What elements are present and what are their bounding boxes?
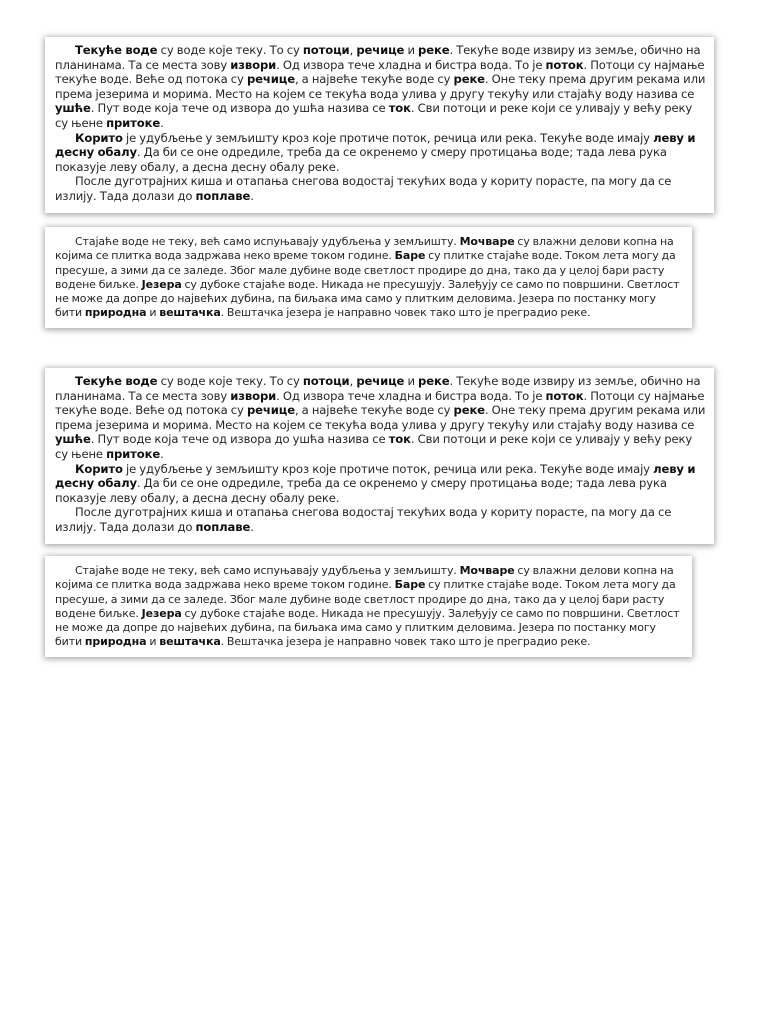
text-run: . Текуће воде извиру из земље, обично на планинама. Та се места зову [55,374,701,403]
paragraph-flowing-waters [55,374,706,462]
paragraph-floods [55,505,706,534]
paragraph-riverbed [55,131,706,175]
text-run: је удубљење у земљишту кроз које протиче поток, речица или река. Текуће воде имају [122,130,654,145]
text-run: су плитке стајаће воде. Током лета могу да пресуше, а зими да се заледе. Због мале дубине воде светлост продире до дна, тако да у целој бари расту водене биљке. [55,249,676,291]
text-run: . Пут воде која тече од извора до ушћа назива се [90,432,389,447]
key-term: Баре [394,249,426,263]
text-run: , а највеће текуће воде су [294,72,454,87]
key-term: природна [84,306,147,320]
paragraph-flowing-waters [55,43,706,131]
key-term: природна [84,635,147,649]
text-run: . Да би се оне одредиле, треба да се окренемо у смеру протицања воде; тада лева рука показује леву обалу, а десна десну обалу реке. [55,476,667,505]
key-term: Текуће воде [75,374,158,388]
text-card-flowing-waters-2 [45,368,714,544]
text-card-flowing-waters-1 [45,37,714,213]
key-term: Текуће воде [75,43,158,57]
key-term: ушће [55,432,91,447]
text-run: , [349,43,357,57]
text-run: . Од извора тече хладна и бистра вода. То је [276,57,546,72]
text-run: . Оне теку према другим рекама или према језерима и морима. Место на којем се текућа вода улива у другу текућу или стајаћу воду назива се [55,403,706,432]
text-run: . [250,188,254,203]
text-run: , а највеће текуће воде су [294,403,454,418]
key-term: Корито [75,130,123,145]
text-run: и [146,635,160,649]
key-term: поплаве [195,188,251,203]
key-term: речице [246,72,295,87]
text-run: су воде које теку. То су [157,374,303,388]
key-term: ток [388,432,411,447]
text-run: . [250,519,254,534]
key-term: реке [453,403,485,418]
key-term: ушће [55,101,91,116]
text-run: . [160,115,164,130]
key-term: поток [545,57,584,72]
key-term: Мочваре [459,564,515,577]
key-term: извори [230,388,277,403]
text-run: су дубоке стајаће воде. Никада не пресушују. Залеђују се само по површини. Светлост не може да допре до највећих дубина, па биљака има само у плитким деловима. Језера по постанку могу бити [55,606,680,649]
paragraph-riverbed [55,462,706,506]
key-term: потоци [302,43,350,57]
text-run: . Пут воде која тече од извора до ушћа назива се [90,101,389,116]
key-term: Језера [141,277,182,291]
text-run: . Да би се оне одредиле, треба да се окренемо у смеру протицања воде; тада лева рука показује леву обалу, а десна десну обалу реке. [55,145,667,174]
text-run: . Сви потоци и реке који се уливају у већу реку су њене [55,432,693,461]
text-run: . Потоци су најмање текуће воде. Веће од потока су [55,388,705,418]
text-run: су влажни делови копна на којима се плитка вода задржава неко време током године. [55,235,674,263]
key-term: реке [418,43,450,57]
text-run: и [404,374,419,388]
key-term: притоке [106,446,161,461]
key-term: леву и десну обалу [55,130,696,160]
paragraph-standing-waters [55,235,684,321]
text-run: Стајаће воде не теку, већ само испуњавају удубљења у земљишту. [75,564,460,577]
key-term: поток [545,388,584,403]
text-run: . Вештачка језера је направно човек тако што је преградио реке. [220,306,591,320]
key-term: ток [388,101,411,116]
text-run: . Потоци су најмање текуће воде. Веће од потока су [55,57,705,87]
key-term: вештачка [159,306,221,320]
text-run: . Вештачка језера је направно човек тако што је преградио реке. [220,635,591,649]
key-term: Баре [394,578,426,592]
text-run: После дуготрајних киша и отапања снегова водостај текућих вода у кориту порасте, па могу да се излију. Тада долази до [55,174,672,203]
paragraph-standing-waters [55,564,684,650]
key-term: Мочваре [459,235,515,248]
key-term: притоке [106,115,161,130]
key-term: речице [246,403,295,418]
text-card-standing-waters-1 [45,227,692,328]
key-term: потоци [302,374,350,388]
text-run: су дубоке стајаће воде. Никада не пресушују. Залеђују се само по површини. Светлост не може да допре до највећих дубина, па биљака има само у плитким деловима. Језера по постанку могу бити [55,277,680,320]
text-run: су плитке стајаће воде. Током лета могу да пресуше, а зими да се заледе. Због мале дубине воде светлост продире до дна, тако да у целој бари расту водене биљке. [55,578,676,620]
key-term: извори [230,57,277,72]
key-term: вештачка [159,635,221,649]
text-run: су влажни делови копна на којима се плитка вода задржава неко време током године. [55,564,674,592]
paragraph-floods [55,174,706,203]
text-run: су воде које теку. То су [157,43,303,57]
text-run: После дуготрајних киша и отапања снегова водостај текућих вода у кориту порасте, па могу да се излију. Тада долази до [55,505,672,534]
text-run: је удубљење у земљишту кроз које протиче поток, речица или река. Текуће воде имају [122,461,654,476]
text-run: , [349,374,357,388]
text-run: . Сви потоци и реке који се уливају у већу реку су њене [55,101,693,130]
key-term: речице [356,43,405,57]
text-card-standing-waters-2 [45,556,692,657]
text-run: Стајаће воде не теку, већ само испуњавају удубљења у земљишту. [75,235,460,248]
key-term: речице [356,374,405,388]
key-term: поплаве [195,519,251,534]
key-term: реке [418,374,450,388]
key-term: Корито [75,461,123,476]
text-run: . Текуће воде извиру из земље, обично на планинама. Та се места зову [55,43,701,72]
text-run: . Оне теку према другим рекама или према језерима и морима. Место на којем се текућа вода улива у другу текућу или стајаћу воду назива се [55,72,706,101]
text-run: . Од извора тече хладна и бистра вода. То је [276,388,546,403]
key-term: реке [453,72,485,87]
text-run: . [160,446,164,461]
key-term: Језера [141,606,182,620]
key-term: леву и десну обалу [55,461,696,491]
text-run: и [146,306,160,320]
text-run: и [404,43,419,57]
